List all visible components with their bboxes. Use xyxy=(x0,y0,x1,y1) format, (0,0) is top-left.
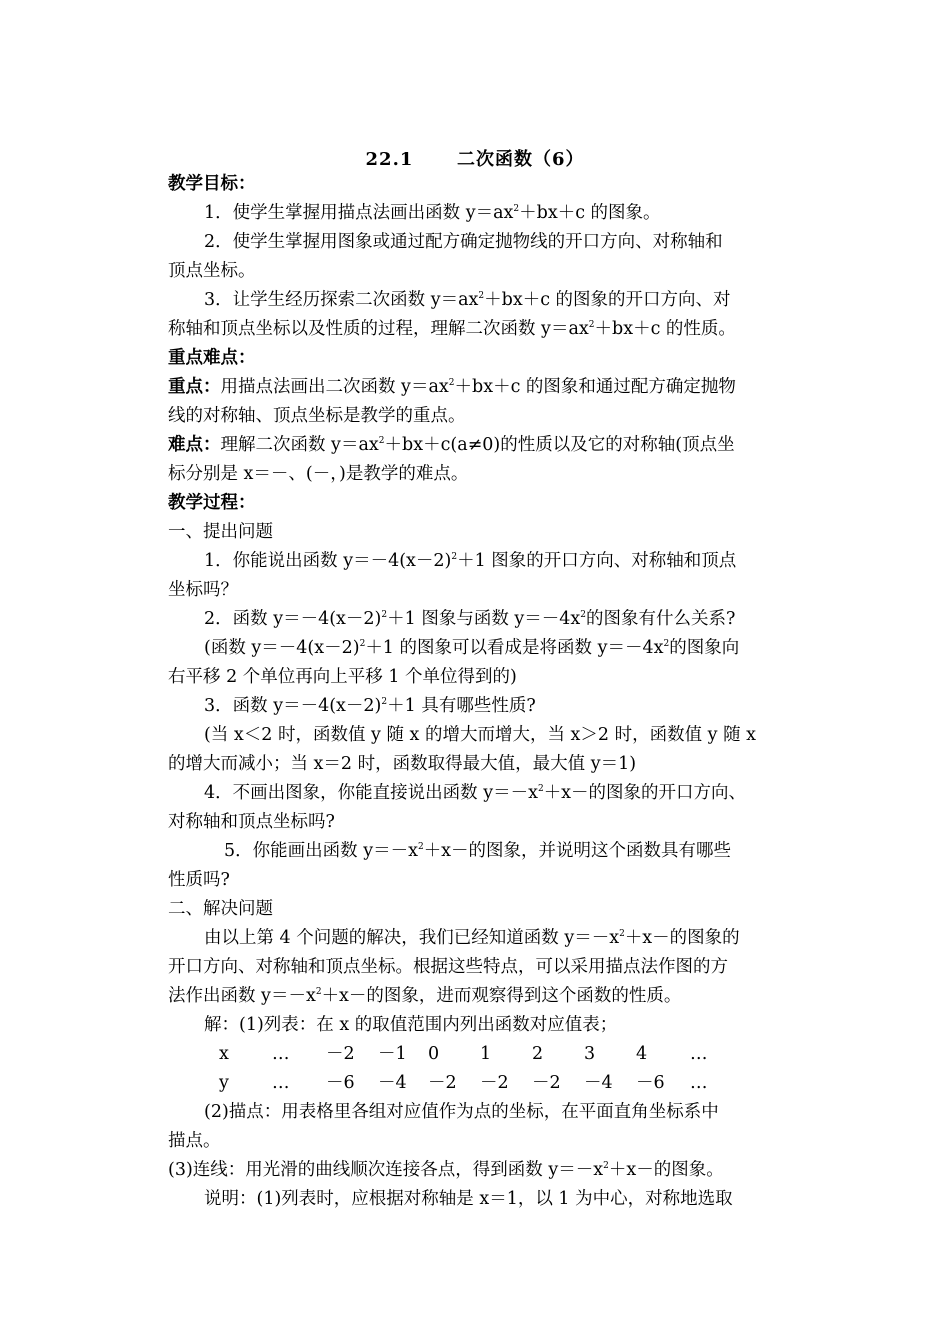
table-cell: －6 xyxy=(326,1073,355,1093)
table-cell: －4 xyxy=(584,1073,613,1093)
table-cell: －2 xyxy=(480,1073,509,1093)
key-point-cont: 线的对称轴、顶点坐标是教学的重点。 xyxy=(168,406,466,426)
answer-3: (当 x＜2 时，函数值 y 随 x 的增大而增大，当 x＞2 时，函数值 y 随 x xyxy=(204,725,757,745)
table-cell: … xyxy=(690,1044,708,1064)
step-2: (2)描点：用表格里各组对应值作为点的坐标，在平面直角坐标系中 xyxy=(204,1102,719,1122)
table-cell: －2 xyxy=(532,1073,561,1093)
question-1-cont: 坐标吗？ xyxy=(168,580,238,600)
table-cell: … xyxy=(272,1073,290,1093)
table-cell: x xyxy=(219,1044,229,1064)
table-cell: 0 xyxy=(428,1044,440,1064)
step-2-cont: 描点。 xyxy=(168,1131,221,1151)
question-4-cont: 对称轴和顶点坐标吗? xyxy=(168,812,335,832)
table-cell: －2 xyxy=(428,1073,457,1093)
table-cell: y xyxy=(219,1073,229,1093)
question-1: 1．你能说出函数 $y=-4(x-2)^2+1$ 图象的开口方向、对称轴和顶点 xyxy=(204,551,737,571)
solution-intro: 解：(1)列表：在 x 的取值范围内列出函数对应值表； xyxy=(204,1015,618,1035)
key-point: 重点：用描点法画出二次函数 $y=ax^2+bx+c$ 的图象和通过配方确定抛物 xyxy=(168,377,736,397)
question-3: 3．函数 $y=-4(x-2)^2+1$ 具有哪些性质? xyxy=(204,696,536,716)
question-5: 5．你能画出函数 $y=-x^2+x-$的图象，并说明这个函数具有哪些 xyxy=(224,841,732,861)
answer-2-cont: 右平移 2 个单位再向上平移 1 个单位得到的) xyxy=(168,667,517,687)
process-heading: 教学过程： xyxy=(168,493,256,513)
note-line: 说明：(1)列表时，应根据对称轴是 x＝1，以 1 为中心，对称地选取 xyxy=(204,1189,733,1209)
objective-item-3-cont: 称轴和顶点坐标以及性质的过程，理解二次函数 $y=ax^2+bx+c$ 的性质。 xyxy=(168,319,736,339)
objectives-heading: 教学目标： xyxy=(168,174,256,194)
objective-item-1: 1．使学生掌握用描点法画出函数 $y=ax^2+bx+c$ 的图象。 xyxy=(204,203,661,223)
paragraph-1-line-3: 法作出函数 $y=-x^2+x-$的图象，进而观察得到这个函数的性质。 xyxy=(168,986,682,1006)
difficult-point: 难点：理解二次函数 $y=ax^2+bx+c(a\ne 0)$的性质以及它的对称轴(顶点坐 xyxy=(168,435,735,455)
table-cell: … xyxy=(272,1044,290,1064)
table-cell: －1 xyxy=(378,1044,407,1064)
table-cell: … xyxy=(690,1073,708,1093)
table-cell: －4 xyxy=(378,1073,407,1093)
keypoints-heading: 重点难点： xyxy=(168,348,256,368)
paragraph-1: 由以上第 4 个问题的解决，我们已经知道函数 $y=-x^2+x-$的图象的 xyxy=(204,928,740,948)
table-cell: 4 xyxy=(636,1044,648,1064)
objective-item-2-cont: 顶点坐标。 xyxy=(168,261,256,281)
paragraph-1-line-2: 开口方向、对称轴和顶点坐标。根据这些特点，可以采用描点法作图的方 xyxy=(168,957,728,977)
question-2: 2．函数 $y=-4(x-2)^2+1$ 图象与函数 $y=-4x^2$的图象有什么关系? xyxy=(204,609,736,629)
table-cell: 2 xyxy=(532,1044,544,1064)
section-2-heading: 二、解决问题 xyxy=(168,899,273,919)
difficult-point-cont: 标分别是 x＝－、(－，)是教学的难点。 xyxy=(168,464,469,484)
question-4: 4．不画出图象，你能直接说出函数 $y=-x^2+x-$的图象的开口方向、 xyxy=(204,783,747,803)
question-5-cont: 性质吗? xyxy=(168,870,230,890)
objective-item-2: 2．使学生掌握用图象或通过配方确定抛物线的开口方向、对称轴和 xyxy=(204,232,723,252)
answer-2: (函数 $y=-4(x-2)^2+1$ 的图象可以看成是将函数 $y=-4x^2$的图象向 xyxy=(204,638,740,658)
table-cell: 1 xyxy=(480,1044,492,1064)
step-3: (3)连线：用光滑的曲线顺次连接各点，得到函数 $y=-x^2+x-$的图象。 xyxy=(168,1160,724,1180)
objective-item-3: 3．让学生经历探索二次函数 $y=ax^2+bx+c$ 的图象的开口方向、对 xyxy=(204,290,731,310)
table-cell: 3 xyxy=(584,1044,596,1064)
table-cell: －2 xyxy=(326,1044,355,1064)
page-title: 22.1 二次函数（6） xyxy=(365,149,585,170)
table-cell: －6 xyxy=(636,1073,665,1093)
section-1-heading: 一、提出问题 xyxy=(168,522,273,542)
answer-3-cont: 的增大而减小；当 x＝2 时，函数取得最大值，最大值 y＝1) xyxy=(168,754,637,774)
